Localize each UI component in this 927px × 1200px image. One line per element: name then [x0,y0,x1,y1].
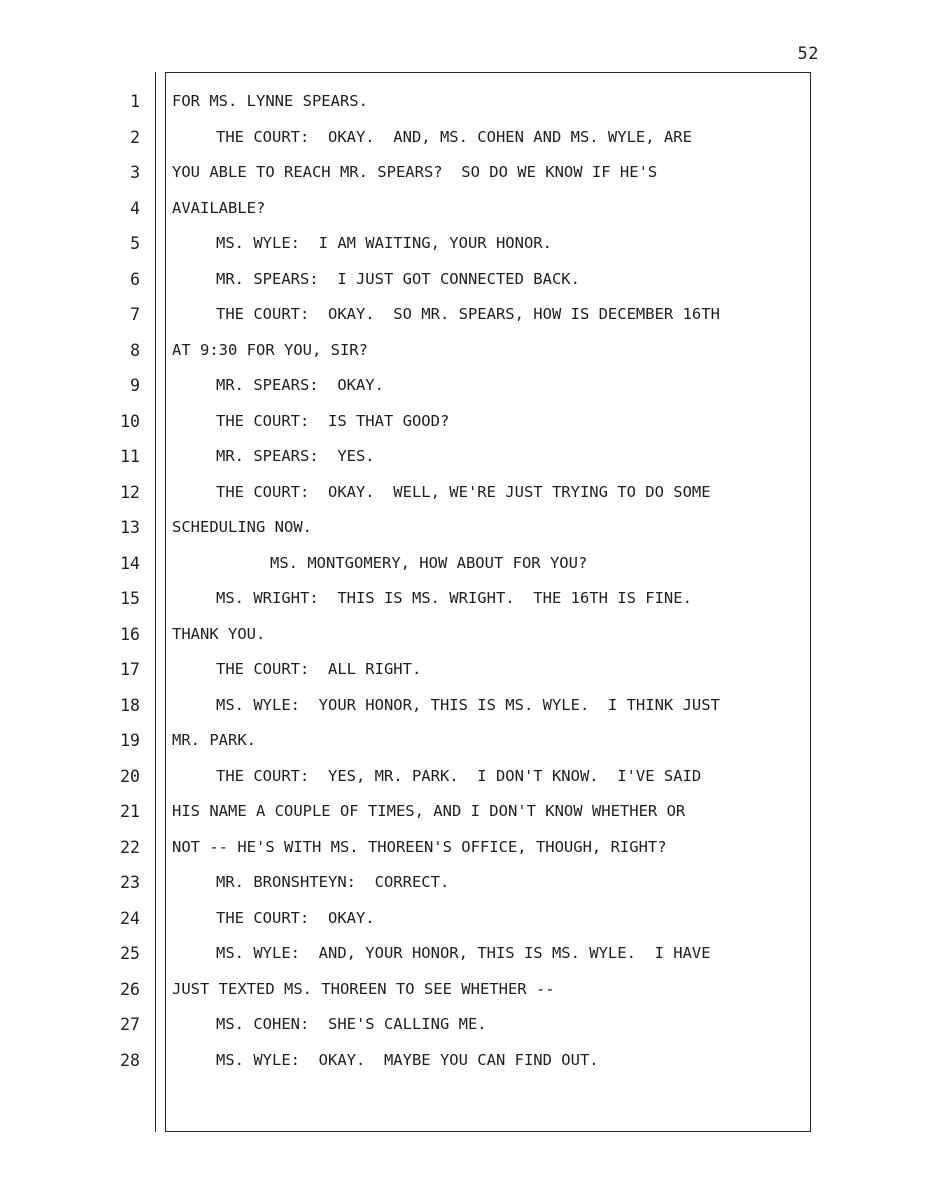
transcript-line: YOU ABLE TO REACH MR. SPEARS? SO DO WE KNOW IF HE'S [172,163,658,181]
line-number: 4 [130,198,140,218]
line-number: 5 [130,234,140,253]
transcript-line: THE COURT: ALL RIGHT. [216,660,422,678]
line-number-column [96,84,140,1078]
transcript-line: MS. WYLE: I AM WAITING, YOUR HONOR. [216,234,552,252]
transcript-line: MS. WRIGHT: THIS IS MS. WRIGHT. THE 16TH IS FINE. [216,589,692,607]
line-number: 28 [120,1050,140,1070]
line-number: 2 [130,127,140,147]
line-number: 16 [120,624,140,644]
transcript-line: MR. PARK. [172,731,256,749]
transcript-line: MR. BRONSHTEYN: CORRECT. [216,873,450,891]
transcript-line: THE COURT: OKAY. [216,908,375,927]
transcript-body [172,84,812,1078]
line-number: 26 [120,979,140,999]
transcript-line: THE COURT: YES, MR. PARK. I DON'T KNOW. I'VE SAID [216,766,702,785]
line-number: 12 [120,482,140,502]
transcript-line: MS. WYLE: YOUR HONOR, THIS IS MS. WYLE. I THINK JUST [216,695,720,714]
transcript-line: MS. WYLE: OKAY. MAYBE YOU CAN FIND OUT. [216,1050,599,1069]
line-number: 11 [120,447,140,466]
transcript-line: JUST TEXTED MS. THOREEN TO SEE WHETHER -- [172,979,555,998]
transcript-line: AVAILABLE? [172,198,266,217]
transcript-line: MS. MONTGOMERY, HOW ABOUT FOR YOU? [270,553,588,572]
transcript-line: SCHEDULING NOW. [172,518,312,536]
transcript-line: THE COURT: OKAY. SO MR. SPEARS, HOW IS DECEMBER 16TH [216,305,720,323]
transcript-line: NOT -- HE'S WITH MS. THOREEN'S OFFICE, THOUGH, RIGHT? [172,837,667,856]
line-number: 24 [120,908,140,928]
line-number: 22 [120,837,140,857]
transcript-line: MR. SPEARS: YES. [216,447,375,465]
transcript-line: MR. SPEARS: OKAY. [216,376,384,394]
line-number: 19 [120,731,140,750]
line-number: 13 [120,518,140,537]
line-number: 6 [130,269,140,289]
line-number: 17 [120,660,140,679]
line-number: 3 [130,163,140,182]
transcript-line: THE COURT: IS THAT GOOD? [216,411,450,430]
left-margin-rule [155,72,156,1132]
line-number: 23 [120,873,140,892]
transcript-line: THE COURT: OKAY. WELL, WE'RE JUST TRYING TO DO SOME [216,482,711,501]
line-number: 25 [120,944,140,963]
line-number: 10 [120,411,140,431]
page-number: 52 [797,44,819,64]
line-number: 20 [120,766,140,786]
transcript-line: MR. SPEARS: I JUST GOT CONNECTED BACK. [216,269,580,288]
transcript-line: THE COURT: OKAY. AND, MS. COHEN AND MS. WYLE, ARE [216,127,692,146]
transcript-line: THANK YOU. [172,624,266,643]
transcript-line: MS. COHEN: SHE'S CALLING ME. [216,1015,487,1033]
transcript-line: HIS NAME A COUPLE OF TIMES, AND I DON'T KNOW WHETHER OR [172,802,686,820]
line-number: 7 [130,305,140,324]
line-number: 14 [120,553,140,573]
transcript-line: AT 9:30 FOR YOU, SIR? [172,340,368,359]
line-number: 27 [120,1015,140,1034]
line-number: 8 [130,340,140,360]
line-number: 21 [120,802,140,821]
line-number: 9 [130,376,140,395]
transcript-line: FOR MS. LYNNE SPEARS. [172,92,368,110]
line-number: 15 [120,589,140,608]
transcript-line: MS. WYLE: AND, YOUR HONOR, THIS IS MS. WYLE. I HAVE [216,944,711,962]
line-number: 18 [120,695,140,715]
line-number: 1 [130,92,140,111]
